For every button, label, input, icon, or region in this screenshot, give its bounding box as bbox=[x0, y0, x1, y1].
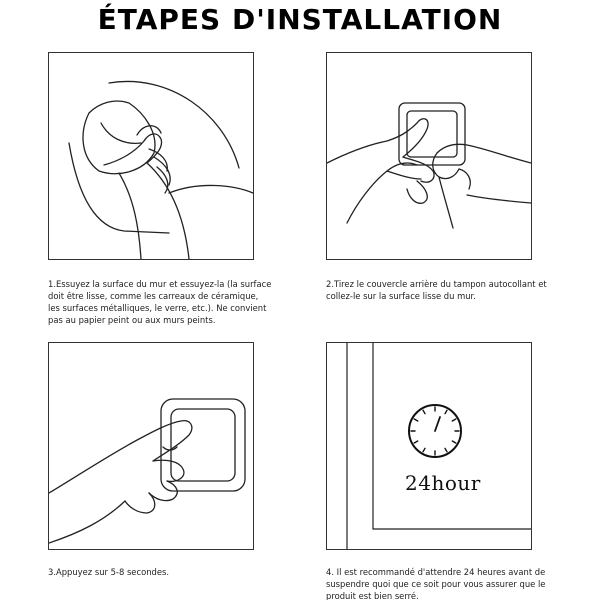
press-pad-icon bbox=[49, 343, 253, 549]
step-2-caption: 2.Tirez le couvercle arrière du tampon autocollant et collez-le sur la surface lisse du mur. bbox=[326, 279, 547, 301]
page-title: ÉTAPES D'INSTALLATION bbox=[97, 3, 503, 36]
hour-label: 24hour bbox=[405, 471, 481, 495]
step-1-caption: 1.Essuyez la surface du mur et essuyez-la (la surface doit être lisse, comme les carreaux de céramique, les surfaces métalliques, le verre, etc.). Ne convient pas au papier peint ou aux murs peints. bbox=[48, 279, 272, 325]
step-3-panel bbox=[48, 342, 254, 550]
step-3-caption: 3.Appuyez sur 5-8 secondes. bbox=[48, 567, 169, 577]
wall-corner-icon bbox=[327, 343, 531, 549]
step-4-caption: 4. Il est recommandé d'attendre 24 heures avant de suspendre quoi que ce soit pour vous assurer que le produit est bien serré. bbox=[326, 567, 546, 600]
step-1-panel bbox=[48, 52, 254, 260]
step-4-panel bbox=[326, 342, 532, 550]
hand-wiping-icon bbox=[49, 53, 253, 259]
peel-pad-icon bbox=[327, 53, 531, 259]
step-2-panel bbox=[326, 52, 532, 260]
